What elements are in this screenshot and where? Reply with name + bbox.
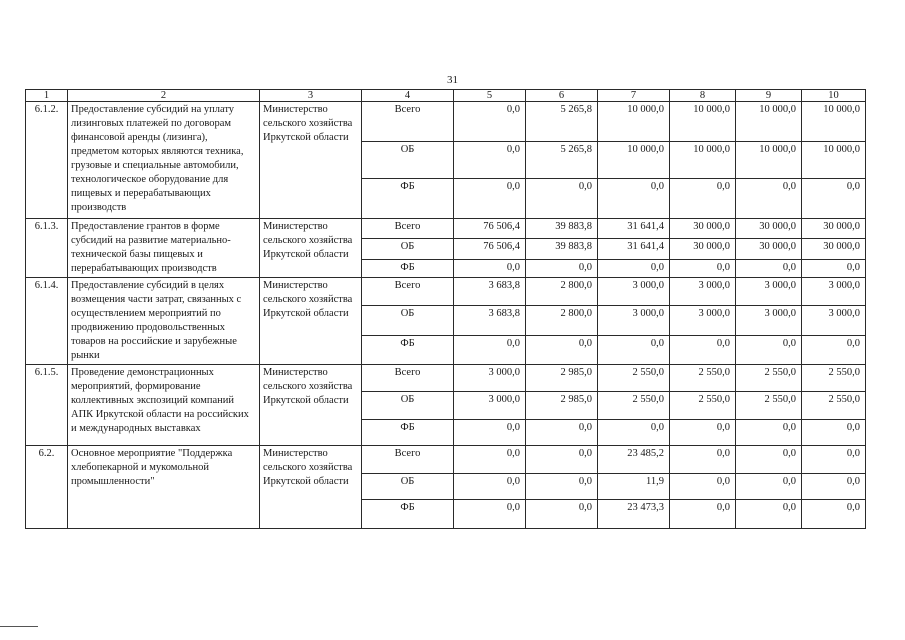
header-cell: 9 [736, 90, 802, 102]
amount-cell: 10 000,0 [736, 102, 802, 142]
amount-cell: 0,0 [802, 260, 866, 278]
amount-cell: 5 265,8 [526, 142, 598, 179]
amount-cell: 0,0 [598, 336, 670, 365]
header-cell: 2 [68, 90, 260, 102]
amount-cell: 2 985,0 [526, 392, 598, 420]
amount-cell: 30 000,0 [670, 219, 736, 239]
header-cell: 4 [362, 90, 454, 102]
amount-cell: 0,0 [670, 179, 736, 219]
funding-source: Всего [362, 219, 454, 239]
amount-cell: 0,0 [454, 179, 526, 219]
amount-cell: 0,0 [454, 102, 526, 142]
amount-cell: 0,0 [454, 260, 526, 278]
amount-cell: 0,0 [802, 420, 866, 446]
item-number: 6.1.5. [26, 365, 68, 446]
table-row [26, 102, 866, 142]
amount-cell: 0,0 [736, 474, 802, 500]
amount-cell: 0,0 [736, 446, 802, 474]
item-name: Предоставление субсидий на уплату лизинговых платежей по договорам финансовой аренды (лизинга), предметом которых являются техника, грузовые и специальные автомобили, технологическое оборудование для пищевых и перерабатывающих производств [68, 102, 260, 219]
amount-cell: 0,0 [670, 336, 736, 365]
amount-cell: 2 800,0 [526, 306, 598, 336]
table-body [26, 90, 866, 529]
funding-source: ОБ [362, 306, 454, 336]
amount-cell: 10 000,0 [802, 142, 866, 179]
amount-cell: 2 550,0 [670, 392, 736, 420]
amount-cell: 2 550,0 [736, 365, 802, 392]
funding-source: Всего [362, 102, 454, 142]
amount-cell: 0,0 [736, 500, 802, 529]
item-number: 6.1.3. [26, 219, 68, 278]
amount-cell: 3 000,0 [598, 306, 670, 336]
item-number: 6.1.4. [26, 278, 68, 365]
amount-cell: 2 985,0 [526, 365, 598, 392]
amount-cell: 0,0 [736, 179, 802, 219]
funding-source: ОБ [362, 474, 454, 500]
item-executor: Министерство сельского хозяйства Иркутской области [260, 278, 362, 365]
amount-cell: 30 000,0 [802, 219, 866, 239]
item-executor: Министерство сельского хозяйства Иркутской области [260, 219, 362, 278]
item-name: Предоставление субсидий в целях возмещения части затрат, связанных с осуществлением мероприятий по продвижению продовольственных товаров на российские и зарубежные рынки [68, 278, 260, 365]
item-executor: Министерство сельского хозяйства Иркутской области [260, 365, 362, 446]
amount-cell: 0,0 [526, 500, 598, 529]
amount-cell: 0,0 [526, 446, 598, 474]
funding-source: ОБ [362, 392, 454, 420]
amount-cell: 0,0 [802, 179, 866, 219]
amount-cell: 3 000,0 [670, 278, 736, 306]
amount-cell: 76 506,4 [454, 239, 526, 260]
amount-cell: 0,0 [454, 446, 526, 474]
amount-cell: 0,0 [670, 474, 736, 500]
table-row [26, 446, 866, 474]
funding-source: ФБ [362, 500, 454, 529]
amount-cell: 5 265,8 [526, 102, 598, 142]
header-cell: 8 [670, 90, 736, 102]
amount-cell: 0,0 [454, 336, 526, 365]
amount-cell: 31 641,4 [598, 239, 670, 260]
funding-source: ФБ [362, 420, 454, 446]
amount-cell: 3 000,0 [736, 306, 802, 336]
amount-cell: 10 000,0 [598, 142, 670, 179]
amount-cell: 3 000,0 [802, 278, 866, 306]
item-executor: Министерство сельского хозяйства Иркутской области [260, 102, 362, 219]
funding-source: ФБ [362, 260, 454, 278]
amount-cell: 0,0 [526, 474, 598, 500]
amount-cell: 10 000,0 [736, 142, 802, 179]
amount-cell: 0,0 [526, 420, 598, 446]
amount-cell: 0,0 [598, 179, 670, 219]
amount-cell: 10 000,0 [670, 142, 736, 179]
amount-cell: 2 550,0 [736, 392, 802, 420]
amount-cell: 3 000,0 [454, 392, 526, 420]
amount-cell: 0,0 [802, 336, 866, 365]
amount-cell: 23 473,3 [598, 500, 670, 529]
amount-cell: 11,9 [598, 474, 670, 500]
amount-cell: 3 000,0 [802, 306, 866, 336]
header-cell: 7 [598, 90, 670, 102]
item-number: 6.2. [26, 446, 68, 529]
amount-cell: 30 000,0 [802, 239, 866, 260]
page-number: 31 [447, 74, 458, 86]
amount-cell: 0,0 [526, 179, 598, 219]
table-row [26, 278, 866, 306]
amount-cell: 30 000,0 [670, 239, 736, 260]
item-name: Предоставление грантов в форме субсидий на развитие материально-технической базы пищевых и перерабатывающих производств [68, 219, 260, 278]
amount-cell: 3 000,0 [598, 278, 670, 306]
amount-cell: 39 883,8 [526, 239, 598, 260]
amount-cell: 0,0 [526, 336, 598, 365]
funding-source: Всего [362, 365, 454, 392]
funding-source: Всего [362, 446, 454, 474]
item-executor: Министерство сельского хозяйства Иркутской области [260, 446, 362, 529]
amount-cell: 76 506,4 [454, 219, 526, 239]
amount-cell: 0,0 [802, 474, 866, 500]
amount-cell: 30 000,0 [736, 239, 802, 260]
amount-cell: 0,0 [454, 142, 526, 179]
amount-cell: 10 000,0 [670, 102, 736, 142]
funding-source: ОБ [362, 239, 454, 260]
header-cell: 1 [26, 90, 68, 102]
amount-cell: 0,0 [670, 446, 736, 474]
funding-source: ФБ [362, 336, 454, 365]
amount-cell: 3 683,8 [454, 306, 526, 336]
header-cell: 5 [454, 90, 526, 102]
amount-cell: 2 550,0 [598, 365, 670, 392]
amount-cell: 0,0 [736, 260, 802, 278]
header-cell: 6 [526, 90, 598, 102]
amount-cell: 0,0 [802, 500, 866, 529]
amount-cell: 3 683,8 [454, 278, 526, 306]
header-cell: 10 [802, 90, 866, 102]
amount-cell: 2 800,0 [526, 278, 598, 306]
item-name: Проведение демонстрационных мероприятий, формирование коллективных экспозиций компаний АПК Иркутской области на российских и международных выставках [68, 365, 260, 446]
item-name: Основное мероприятие "Поддержка хлебопекарной и мукомольной промышленности" [68, 446, 260, 529]
amount-cell: 0,0 [736, 336, 802, 365]
amount-cell: 10 000,0 [598, 102, 670, 142]
amount-cell: 0,0 [670, 500, 736, 529]
amount-cell: 0,0 [454, 500, 526, 529]
amount-cell: 2 550,0 [802, 392, 866, 420]
table-row [26, 365, 866, 392]
amount-cell: 0,0 [598, 260, 670, 278]
amount-cell: 0,0 [670, 260, 736, 278]
amount-cell: 0,0 [670, 420, 736, 446]
funding-source: Всего [362, 278, 454, 306]
amount-cell: 0,0 [802, 446, 866, 474]
header-row [26, 90, 866, 102]
amount-cell: 0,0 [526, 260, 598, 278]
scan-edge-mark [0, 626, 38, 627]
item-number: 6.1.2. [26, 102, 68, 219]
amount-cell: 10 000,0 [802, 102, 866, 142]
funding-table [25, 89, 866, 529]
header-cell: 3 [260, 90, 362, 102]
amount-cell: 0,0 [598, 420, 670, 446]
amount-cell: 0,0 [736, 420, 802, 446]
amount-cell: 39 883,8 [526, 219, 598, 239]
amount-cell: 3 000,0 [736, 278, 802, 306]
amount-cell: 31 641,4 [598, 219, 670, 239]
amount-cell: 0,0 [454, 420, 526, 446]
amount-cell: 30 000,0 [736, 219, 802, 239]
amount-cell: 23 485,2 [598, 446, 670, 474]
amount-cell: 0,0 [454, 474, 526, 500]
amount-cell: 2 550,0 [598, 392, 670, 420]
funding-source: ФБ [362, 179, 454, 219]
funding-source: ОБ [362, 142, 454, 179]
amount-cell: 2 550,0 [802, 365, 866, 392]
amount-cell: 2 550,0 [670, 365, 736, 392]
amount-cell: 3 000,0 [670, 306, 736, 336]
table-row [26, 219, 866, 239]
amount-cell: 3 000,0 [454, 365, 526, 392]
